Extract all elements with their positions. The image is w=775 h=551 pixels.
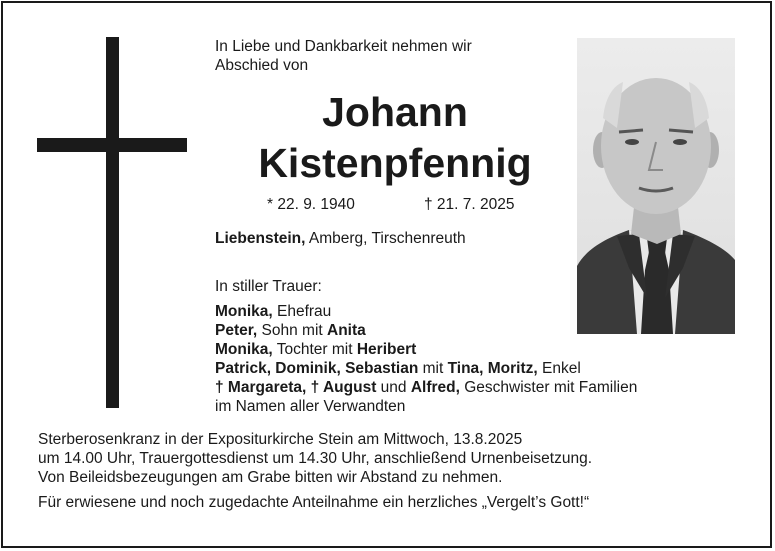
- mourner-name: Monika,: [215, 341, 273, 358]
- mourner-names-2: Tina, Moritz,: [447, 360, 538, 377]
- notice-line-3: Von Beileidsbezeugungen am Grabe bitten wir Abstand zu nehmen.: [38, 469, 503, 486]
- mourner-relation: Ehefrau: [272, 303, 332, 320]
- mourner-row-6: im Namen aller Verwandten: [215, 398, 406, 415]
- notice-line-1: Sterberosenkranz in der Expositurkirche Stein am Mittwoch, 13.8.2025: [38, 431, 523, 448]
- mourner-conjunction: mit: [418, 360, 448, 377]
- cross-horizontal-beam: [37, 138, 187, 152]
- mourner-names-2: Alfred,: [410, 379, 460, 396]
- deceased-last-name: Kistenpfennig: [258, 140, 532, 186]
- deceased-first-name: Johann: [322, 89, 468, 135]
- places-line: [215, 229, 466, 248]
- mourner-relation: Tochter mit: [272, 341, 357, 358]
- cross-vertical-beam: [106, 37, 119, 408]
- mourner-partner: Anita: [327, 322, 366, 339]
- portrait-figure-icon: [577, 38, 735, 334]
- intro-line-2: Abschied von: [215, 57, 309, 74]
- birth-date: * 22. 9. 1940: [267, 196, 355, 213]
- mourner-row-5: [215, 378, 637, 397]
- mourner-row-4: [215, 359, 581, 378]
- mourner-name: Peter,: [215, 322, 258, 339]
- mourner-name: Monika,: [215, 303, 273, 320]
- portrait-photo: [577, 38, 735, 334]
- mourner-relation: Enkel: [537, 360, 581, 377]
- places-bold: Liebenstein,: [215, 230, 306, 247]
- mourner-row-3: [215, 340, 416, 359]
- thanks-line: Für erwiesene und noch zugedachte Anteilnahme ein herzliches „Vergelt’s Gott!“: [38, 494, 590, 511]
- mourner-row-1: [215, 302, 331, 321]
- notice-line-2: um 14.00 Uhr, Trauergottesdienst um 14.30 Uhr, anschließend Urnenbeisetzung.: [38, 450, 593, 467]
- mourner-names: † Margareta, † August: [215, 379, 377, 396]
- mourners-heading: In stiller Trauer:: [215, 278, 322, 295]
- mourner-partner: Heribert: [356, 341, 417, 358]
- mourner-conjunction: und: [376, 379, 411, 396]
- mourner-row-2: [215, 321, 366, 340]
- places-rest: Amberg, Tirschenreuth: [305, 230, 466, 247]
- mourner-relation: Sohn mit: [257, 322, 328, 339]
- mourner-relation: Geschwister mit Familien: [459, 379, 638, 396]
- death-date: † 21. 7. 2025: [424, 196, 515, 213]
- intro-line-1: In Liebe und Dankbarkeit nehmen wir: [215, 38, 472, 55]
- mourner-names: Patrick, Dominik, Sebastian: [215, 360, 419, 377]
